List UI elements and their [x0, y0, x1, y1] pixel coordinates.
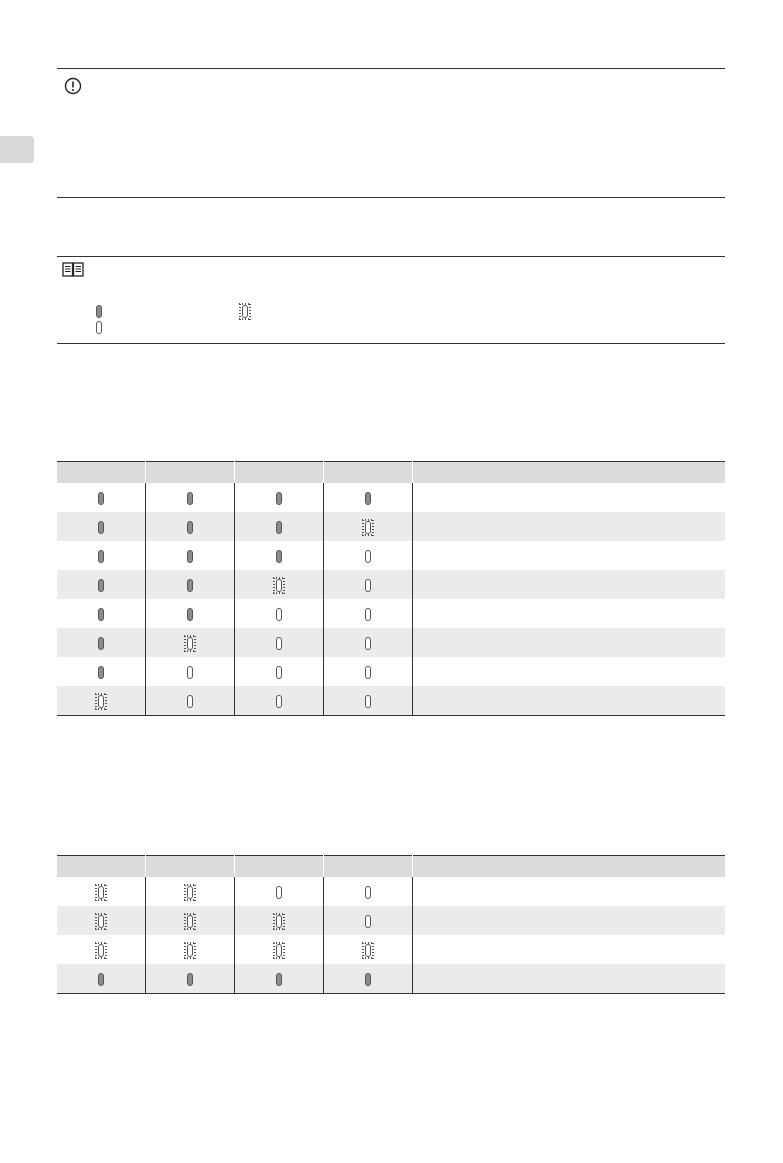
rule-warning-end [57, 197, 725, 198]
table-row [57, 906, 725, 935]
led-on-icon [98, 637, 104, 650]
led-cell [324, 906, 413, 935]
led-on-icon [276, 550, 282, 563]
led-cell [57, 512, 146, 541]
led-cell [146, 599, 235, 628]
table-row [57, 686, 725, 716]
led-cell [146, 964, 235, 994]
led-cell [57, 628, 146, 657]
table-row [57, 657, 725, 686]
led-off-icon [187, 695, 193, 708]
legend-led-on-icon [96, 305, 102, 318]
led-on-icon [187, 521, 193, 534]
led-cell [146, 628, 235, 657]
description-cell [413, 935, 726, 964]
battery-level-table [57, 461, 725, 716]
led-blink-icon [187, 944, 193, 957]
led-cell [324, 877, 413, 906]
table-row [57, 877, 725, 906]
led-cell [57, 657, 146, 686]
description-cell [413, 877, 726, 906]
led-cell [235, 964, 324, 994]
led-blink-icon [98, 915, 104, 928]
header-cell-led1 [57, 856, 146, 878]
led-cell [57, 686, 146, 716]
table-row [57, 570, 725, 599]
table-header-row [57, 856, 725, 878]
led-cell [57, 570, 146, 599]
led-on-icon [187, 550, 193, 563]
led-off-icon [365, 579, 371, 592]
led-cell [235, 657, 324, 686]
led-blink-icon [365, 944, 371, 957]
led-cell [235, 512, 324, 541]
led-cell [146, 877, 235, 906]
led-off-icon [365, 550, 371, 563]
led-cell [146, 541, 235, 570]
led-off-icon [365, 666, 371, 679]
led-on-icon [98, 579, 104, 592]
rule-note-end [57, 343, 725, 344]
description-cell [413, 964, 726, 994]
led-on-icon [98, 492, 104, 505]
header-cell-description [413, 462, 726, 484]
header-cell-led3 [235, 462, 324, 484]
table-row [57, 599, 725, 628]
led-off-icon [187, 666, 193, 679]
led-on-icon [187, 579, 193, 592]
led-blink-icon [98, 944, 104, 957]
table-row [57, 935, 725, 964]
table-row [57, 512, 725, 541]
description-cell [413, 541, 726, 570]
led-cell [57, 483, 146, 512]
exclamation-circle-icon [64, 77, 82, 95]
led-on-icon [276, 521, 282, 534]
led-on-icon [365, 973, 371, 986]
led-cell [235, 877, 324, 906]
led-on-icon [98, 666, 104, 679]
led-cell [146, 512, 235, 541]
led-blink-icon [98, 695, 104, 708]
led-off-icon [276, 695, 282, 708]
led-cell [57, 935, 146, 964]
rule-note-start [57, 256, 725, 257]
led-blink-icon [187, 915, 193, 928]
table-row [57, 628, 725, 657]
led-on-icon [365, 492, 371, 505]
header-cell-led2 [146, 856, 235, 878]
description-cell [413, 628, 726, 657]
description-cell [413, 570, 726, 599]
led-cell [324, 570, 413, 599]
charging-status-table [57, 855, 725, 994]
header-cell-led1 [57, 462, 146, 484]
led-cell [57, 599, 146, 628]
led-cell [57, 906, 146, 935]
led-blink-icon [98, 886, 104, 899]
led-cell [235, 599, 324, 628]
led-cell [324, 541, 413, 570]
led-blink-icon [365, 521, 371, 534]
led-cell [235, 906, 324, 935]
table-row [57, 541, 725, 570]
led-cell [235, 686, 324, 716]
header-cell-led4 [324, 856, 413, 878]
legend-led-blink-icon [242, 305, 248, 318]
led-blink-icon [276, 944, 282, 957]
led-blink-icon [276, 915, 282, 928]
led-cell [146, 686, 235, 716]
led-off-icon [276, 886, 282, 899]
led-cell [146, 657, 235, 686]
led-off-icon [365, 637, 371, 650]
led-off-icon [365, 695, 371, 708]
led-off-icon [276, 637, 282, 650]
led-off-icon [365, 608, 371, 621]
led-cell [57, 541, 146, 570]
led-cell [324, 657, 413, 686]
led-cell [324, 599, 413, 628]
led-blink-icon [276, 579, 282, 592]
led-cell [146, 935, 235, 964]
led-cell [324, 628, 413, 657]
legend-led-off-icon [96, 321, 102, 334]
description-cell [413, 657, 726, 686]
led-blink-icon [187, 637, 193, 650]
description-cell [413, 599, 726, 628]
description-cell [413, 686, 726, 716]
table-header-row [57, 462, 725, 484]
led-cell [324, 686, 413, 716]
header-cell-led2 [146, 462, 235, 484]
open-book-icon [62, 262, 84, 278]
led-on-icon [98, 973, 104, 986]
led-cell [235, 628, 324, 657]
led-on-icon [98, 608, 104, 621]
led-on-icon [187, 608, 193, 621]
led-cell [57, 964, 146, 994]
led-on-icon [187, 973, 193, 986]
header-cell-led3 [235, 856, 324, 878]
led-cell [235, 541, 324, 570]
led-cell [324, 483, 413, 512]
led-off-icon [365, 915, 371, 928]
led-cell [324, 964, 413, 994]
led-cell [324, 512, 413, 541]
led-on-icon [276, 492, 282, 505]
led-blink-icon [187, 886, 193, 899]
table-row [57, 964, 725, 994]
section-tab [0, 136, 34, 163]
table-row [57, 483, 725, 512]
led-off-icon [365, 886, 371, 899]
led-cell [146, 570, 235, 599]
led-on-icon [276, 973, 282, 986]
description-cell [413, 483, 726, 512]
description-cell [413, 906, 726, 935]
header-cell-description [413, 856, 726, 878]
led-cell [235, 570, 324, 599]
led-on-icon [187, 492, 193, 505]
led-cell [235, 483, 324, 512]
led-off-icon [276, 666, 282, 679]
description-cell [413, 512, 726, 541]
led-off-icon [276, 608, 282, 621]
led-on-icon [98, 550, 104, 563]
led-cell [57, 877, 146, 906]
led-cell [235, 935, 324, 964]
header-cell-led4 [324, 462, 413, 484]
rule-top [57, 68, 725, 69]
led-cell [146, 483, 235, 512]
led-on-icon [98, 521, 104, 534]
led-cell [324, 935, 413, 964]
led-cell [146, 906, 235, 935]
